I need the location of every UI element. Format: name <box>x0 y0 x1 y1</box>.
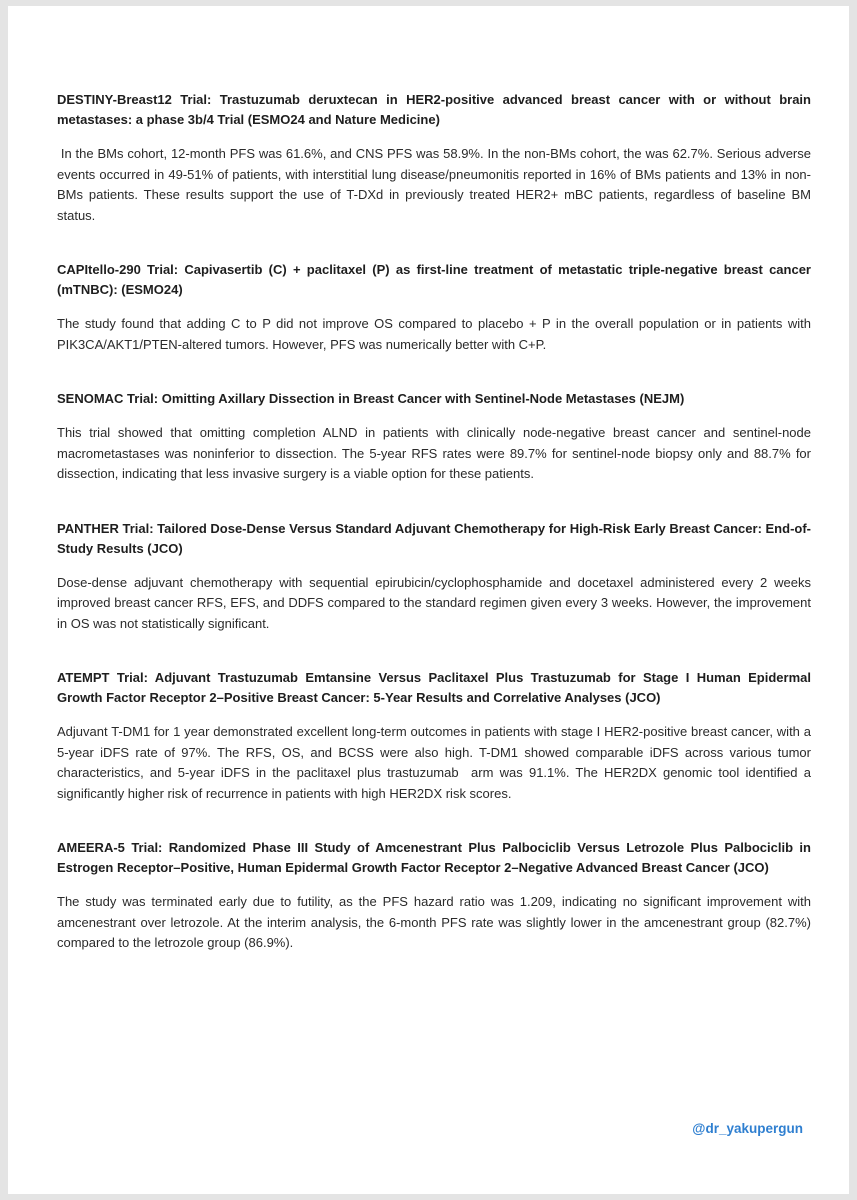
section-body: Dose-dense adjuvant chemotherapy with sequential epirubicin/cyclophosphamide and docetaxel administered every 2 weeks improved breast cancer RFS, EFS, and DDFS compared to the standard regimen given every 3 weeks. However, the improvement in OS was not statistically significant. <box>57 574 811 631</box>
section-title: AMEERA-5 Trial: Randomized Phase III Study of Amcenestrant Plus Palbociclib Versus Letrozole Plus Palbociclib in Estrogen Receptor–Positive, Human Epidermal Growth Factor Receptor 2–Negative Advanced Breast Cancer (JCO) <box>57 840 811 875</box>
section-body: The study was terminated early due to futility, as the PFS hazard ratio was 1.209, indicating no significant improvement with amcenestrant over letrozole. At the interim analysis, the 6-month PFS rate was slightly lower in the amcenestrant group (82.7%) compared to the letrozole group (86.9%). <box>57 894 811 950</box>
document-content <box>57 90 815 988</box>
author-watermark: @dr_yakupergun <box>692 1121 803 1136</box>
section-title: CAPItello-290 Trial: Capivasertib (C) + paclitaxel (P) as first-line treatment of metastatic triple-negative breast cancer (mTNBC): (ESMO24) <box>57 262 811 297</box>
section-destiny-breast12 <box>57 90 815 226</box>
section-atempt <box>57 668 815 804</box>
document-page <box>8 6 849 1194</box>
section-title: PANTHER Trial: Tailored Dose-Dense Versus Standard Adjuvant Chemotherapy for High-Risk Early Breast Cancer: End-of-Study Results (JCO) <box>57 520 811 556</box>
section-title: DESTINY-Breast12 Trial: Trastuzumab deruxtecan in HER2-positive advanced breast cancer with or without brain metastases: a phase 3b/4 Trial (ESMO24 and Nature Medicine) <box>57 92 811 127</box>
section-capitello-290 <box>57 260 811 355</box>
section-body: This trial showed that omitting completion ALND in patients with clinically node-negative breast cancer and sentinel-node macrometastases was noninferior to dissection. The 5-year RFS rates were 89.7% for sentinel-node biopsy only and 88.7% for dissection, indicating that less invasive surgery is a viable option for these patients. <box>57 425 811 481</box>
section-body: Adjuvant T-DM1 for 1 year demonstrated excellent long-term outcomes in patients with stage I HER2-positive breast cancer, with a 5-year iDFS rate of 97%. The RFS, OS, and BCSS were also high. T-DM1 showed comparable iDFS across various tumor characteristics, and 5-year iDFS in the paclitaxel plus trastuzumab arm was 91.1%. The HER2DX genomic tool identified a significantly higher risk of recurrence in patients with high HER2DX risk scores. <box>57 724 815 801</box>
section-title: SENOMAC Trial: Omitting Axillary Dissection in Breast Cancer with Sentinel-Node Metastases (NEJM) <box>57 391 685 406</box>
section-ameera-5 <box>57 838 811 954</box>
section-senomac <box>57 389 811 485</box>
section-panther <box>57 519 811 635</box>
section-body: In the BMs cohort, 12-month PFS was 61.6%, and CNS PFS was 58.9%. In the non-BMs cohort, the was 62.7%. Serious adverse events occurred in 49-51% of patients, with interstitial lung disease/pneumonitis reported in 16% of BMs patients and 13% in non-BMs patients. These results support the use of T-DXd in previously treated HER2+ mBC patients, regardless of baseline BM status. <box>57 146 815 223</box>
section-title: ATEMPT Trial: Adjuvant Trastuzumab Emtansine Versus Paclitaxel Plus Trastuzumab for Stage I Human Epidermal Growth Factor Receptor 2–Positive Breast Cancer: 5-Year Results and Correlative Analyses (JCO) <box>57 670 811 705</box>
section-body: The study found that adding C to P did not improve OS compared to placebo + P in the overall population or in patients with PIK3CA/AKT1/PTEN-altered tumors. However, PFS was numerically better with C+P. <box>57 316 811 352</box>
